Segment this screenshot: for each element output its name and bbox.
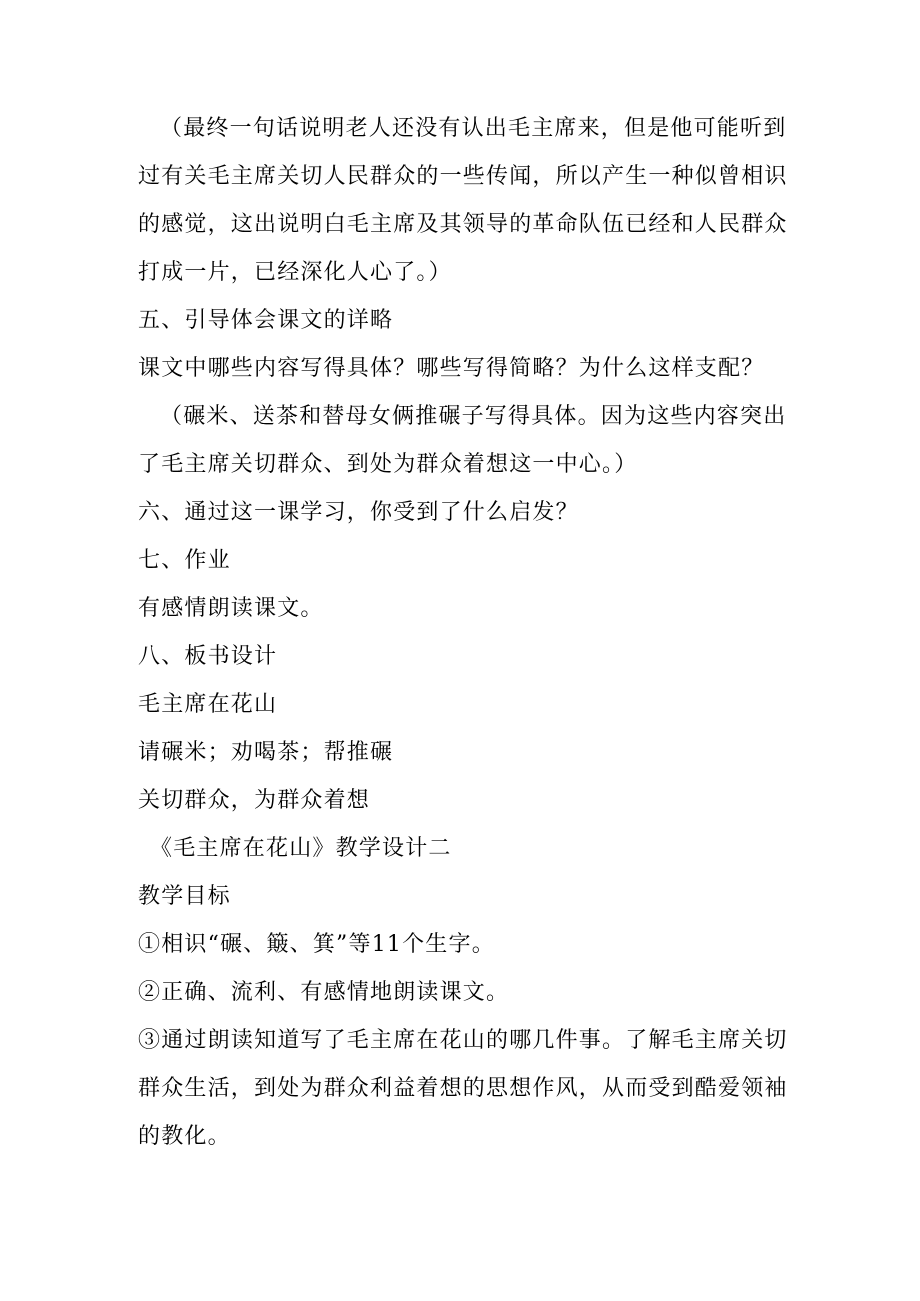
objective-3-line-2: 群众生活，到处为群众利益着想的思想作风，从而受到酷爱领袖 <box>138 1076 788 1101</box>
board-line-1: 请碾米；劝喝茶；帮推碾 <box>138 740 394 765</box>
section-heading-7: 七、作业 <box>138 548 231 573</box>
objectives-heading: 教学目标 <box>138 884 231 909</box>
objective-1: ①相识“碾、簸、箕”等11个生字。 <box>138 932 495 957</box>
design-two-title: 《毛主席在花山》教学设计二 <box>150 836 452 861</box>
paragraph-line-1: （最终一句话说明老人还没有认出毛主席来，但是他可能听到 <box>160 116 787 141</box>
section-heading-8: 八、板书设计 <box>138 644 278 669</box>
objective-2: ②正确、流利、有感情地朗读课文。 <box>138 980 510 1005</box>
answer-line-2: 了毛主席关切群众、到处为群众着想这一中心。） <box>138 452 638 477</box>
board-title: 毛主席在花山 <box>138 692 278 717</box>
paragraph-line-4: 打成一片，已经深化人心了。） <box>138 260 452 285</box>
question-line: 课文中哪些内容写得具体？哪些写得简略？为什么这样支配？ <box>138 356 765 381</box>
section-heading-5: 五、引导体会课文的详略 <box>138 308 394 333</box>
objective-3-line-3: 的教化。 <box>138 1124 231 1149</box>
objective-3-line-1: ③通过朗读知道写了毛主席在花山的哪几件事。了解毛主席关切 <box>138 1028 788 1053</box>
paragraph-line-3: 的感觉，这出说明白毛主席及其领导的革命队伍已经和人民群众 <box>138 212 788 237</box>
board-line-2: 关切群众，为群众着想 <box>138 788 371 813</box>
paragraph-line-2: 过有关毛主席关切人民群众的一些传闻，所以产生一种似曾相识 <box>138 164 788 189</box>
answer-line-1: （碾米、送茶和替母女俩推碾子写得具体。因为这些内容突出 <box>160 404 787 429</box>
section-heading-6: 六、通过这一课学习，你受到了什么启发？ <box>138 500 579 525</box>
homework-line: 有感情朗读课文。 <box>138 596 324 621</box>
